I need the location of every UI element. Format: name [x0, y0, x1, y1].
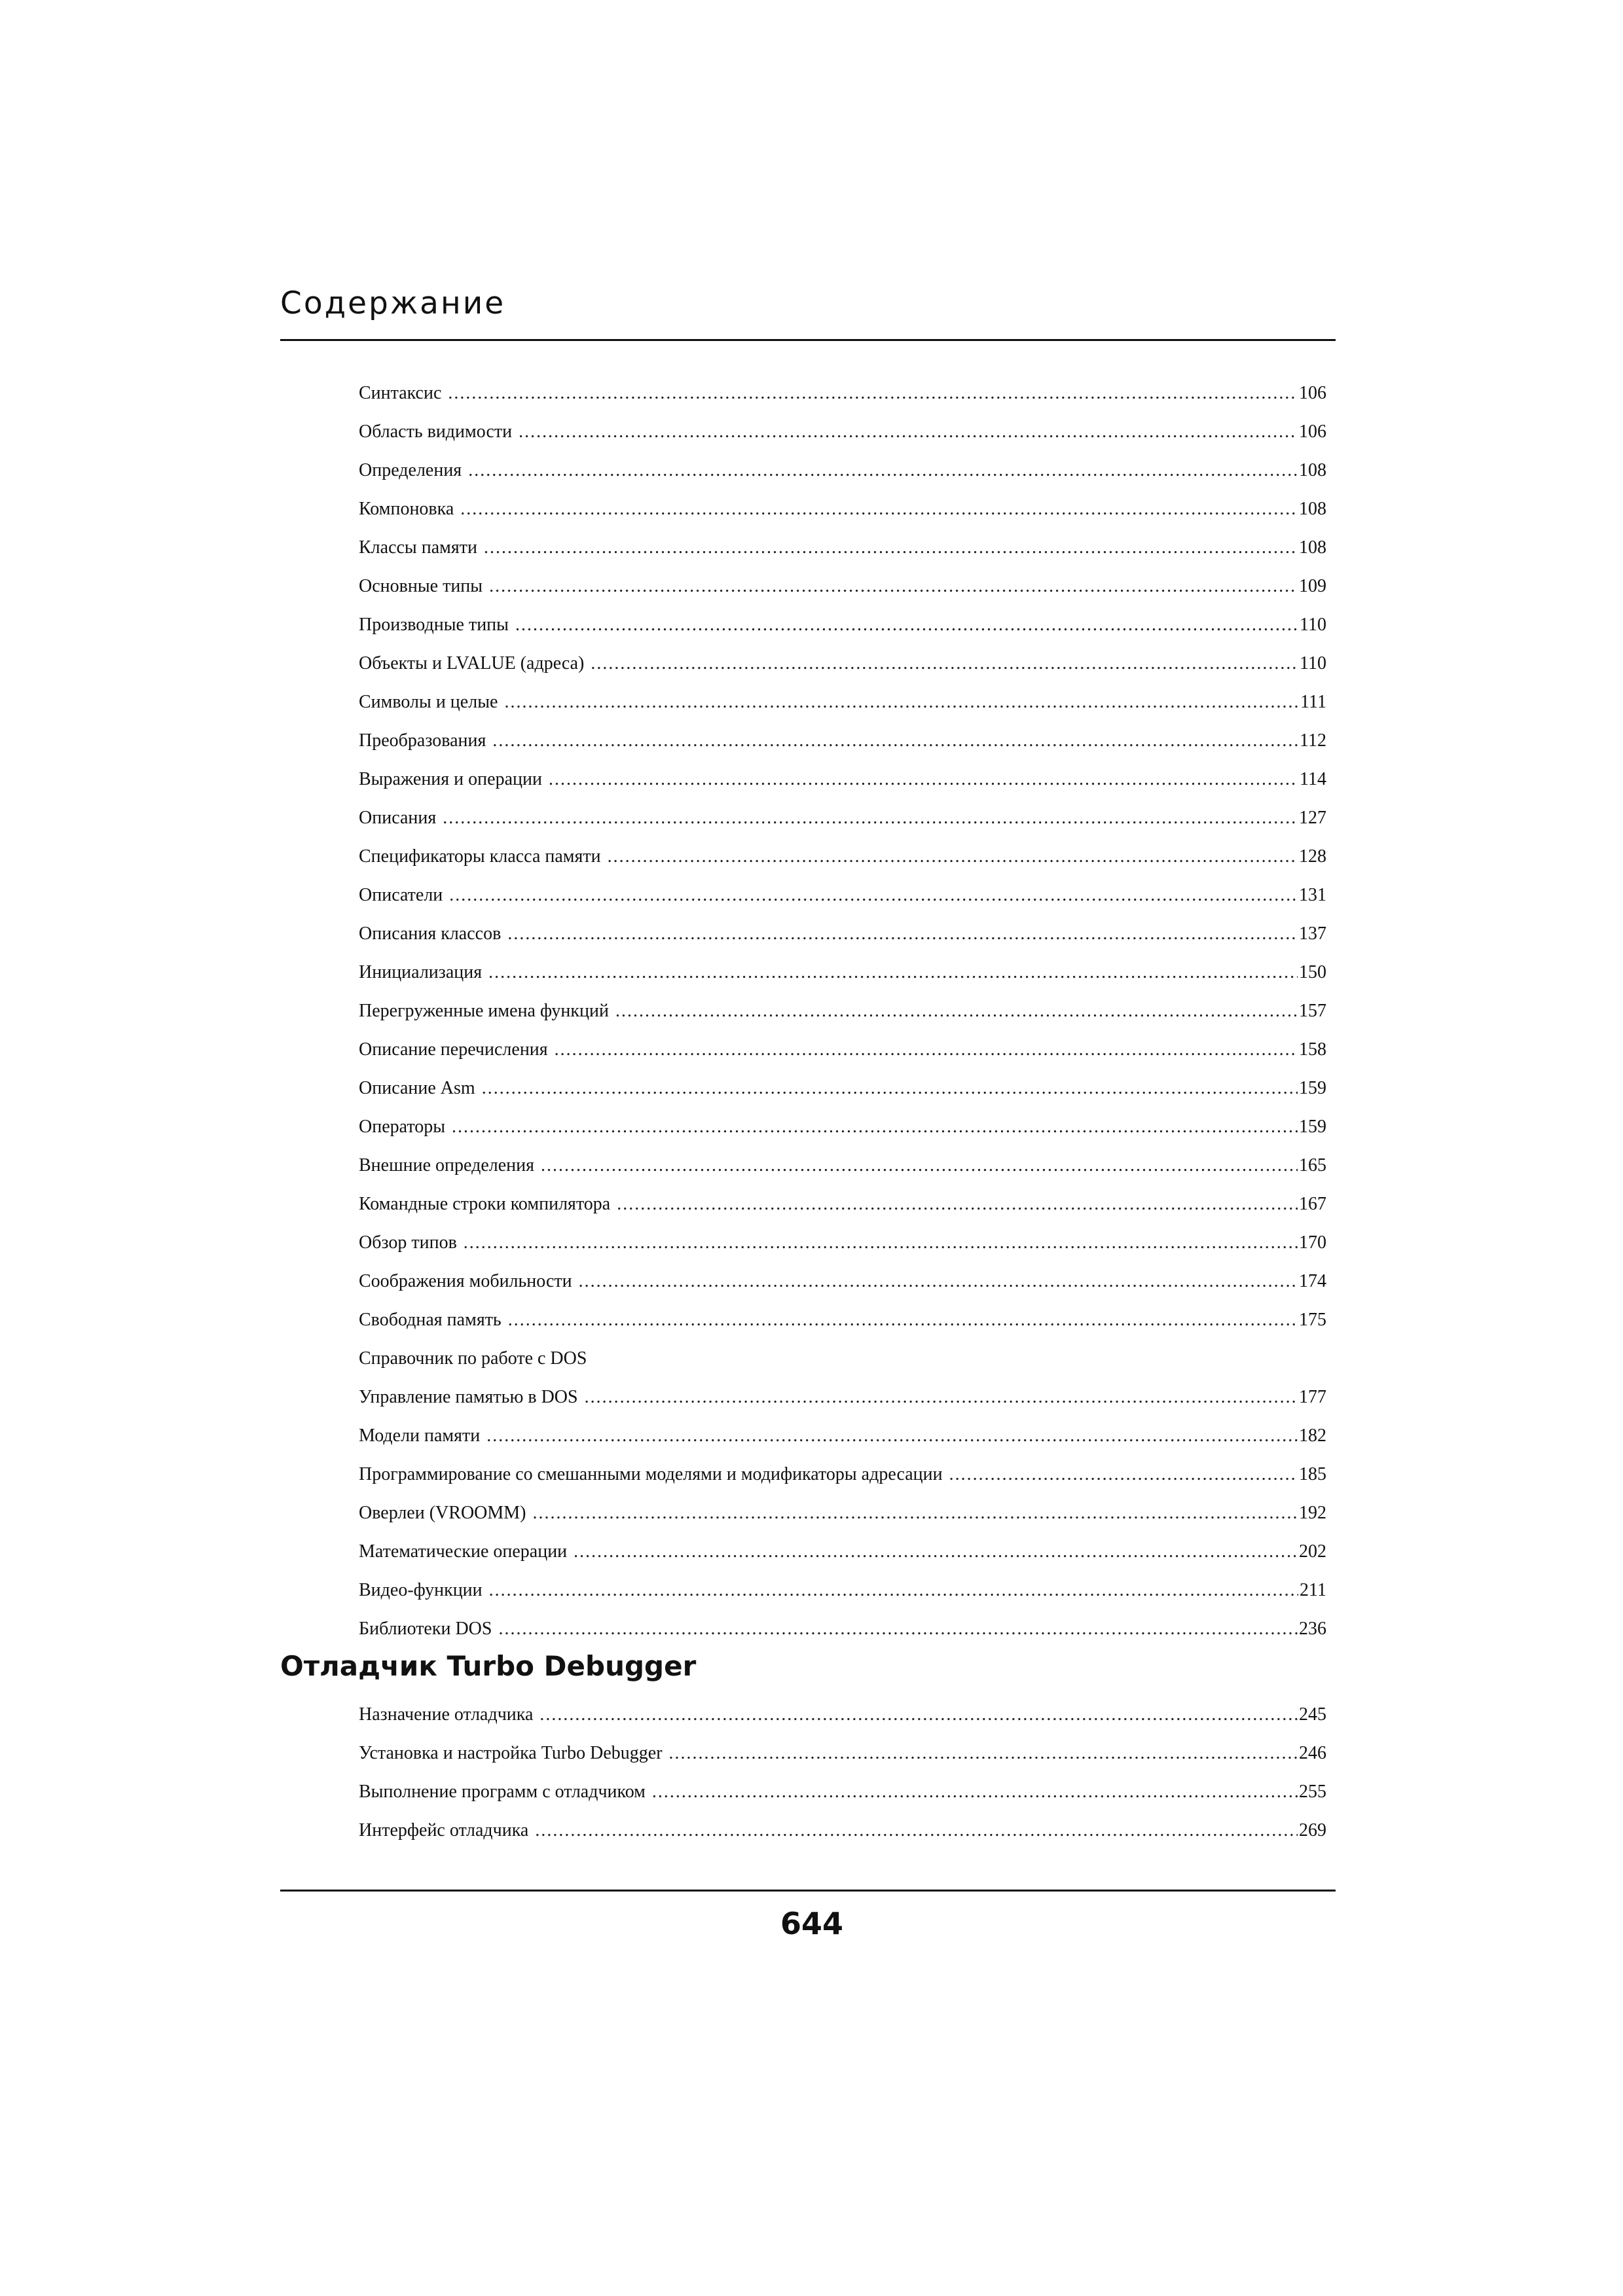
toc-dot-leader — [484, 528, 1298, 567]
toc-entry-page: 177 — [1299, 1387, 1326, 1407]
toc-entry-page: 192 — [1299, 1503, 1326, 1523]
toc-dot-leader — [482, 1069, 1298, 1107]
toc-entry[interactable] — [359, 374, 1326, 412]
toc-entry-title: Библиотеки DOS — [359, 1619, 492, 1639]
toc-entry-title: Область видимости — [359, 422, 513, 442]
toc-entry-title: Компоновка — [359, 499, 454, 519]
toc-entry-page: 111 — [1300, 692, 1326, 712]
toc-entry-title: Описатели — [359, 885, 443, 905]
toc-entry[interactable] — [359, 567, 1326, 605]
toc-entry-page: 246 — [1299, 1743, 1326, 1763]
toc-dot-leader — [468, 451, 1298, 490]
toc-entry-title: Управление памятью в DOS — [359, 1387, 578, 1407]
header-rule — [280, 339, 1336, 341]
toc-entry[interactable] — [359, 1734, 1326, 1772]
toc-dot-leader — [489, 1571, 1298, 1609]
toc-list — [359, 1695, 1326, 1850]
toc-dot-leader — [549, 760, 1298, 798]
toc-entry[interactable] — [359, 1571, 1326, 1609]
toc-entry-title: Синтаксис — [359, 383, 442, 403]
page-title: Содержание — [280, 285, 506, 321]
toc-entry-title: Назначение отладчика — [359, 1704, 534, 1725]
toc-entry-page: 108 — [1299, 460, 1326, 480]
toc-entry-title: Преобразования — [359, 730, 486, 751]
toc-dot-leader — [508, 1300, 1298, 1339]
toc-dot-leader — [669, 1734, 1298, 1772]
toc-dot-leader — [555, 1030, 1298, 1069]
toc-entry-title: Классы памяти — [359, 537, 477, 558]
toc-entry-page: 108 — [1299, 537, 1326, 558]
toc-entry-title: Основные типы — [359, 576, 483, 596]
toc-entry-title: Операторы — [359, 1117, 446, 1137]
toc-entry[interactable] — [359, 1455, 1326, 1494]
toc-entry-page: 110 — [1300, 653, 1326, 673]
toc-entry[interactable] — [359, 953, 1326, 992]
toc-entry[interactable] — [359, 1609, 1326, 1648]
toc-entry-title: Внешние определения — [359, 1155, 535, 1175]
toc-entry-page: 170 — [1299, 1232, 1326, 1253]
toc-dot-leader — [519, 412, 1298, 451]
toc-dot-leader — [579, 1262, 1298, 1300]
toc-entry[interactable] — [359, 683, 1326, 721]
toc-entry[interactable] — [359, 1811, 1326, 1850]
toc-dot-leader — [515, 605, 1298, 644]
toc-entry-page: 109 — [1299, 576, 1326, 596]
toc-entry-page: 157 — [1299, 1001, 1326, 1021]
toc-entry-title: Интерфейс отладчика — [359, 1820, 529, 1840]
toc-entry[interactable] — [359, 1069, 1326, 1107]
toc-dot-leader — [535, 1811, 1298, 1850]
toc-entry[interactable] — [359, 992, 1326, 1030]
toc-dot-leader — [504, 683, 1299, 721]
toc-entry[interactable] — [359, 1695, 1326, 1734]
toc-entry-title: Символы и целые — [359, 692, 498, 712]
toc-entry-title: Объекты и LVALUE (адреса) — [359, 653, 585, 673]
toc-dot-leader — [949, 1455, 1298, 1494]
toc-entry[interactable] — [359, 1772, 1326, 1811]
toc-dot-leader — [541, 1146, 1298, 1185]
toc-entry[interactable] — [359, 1146, 1326, 1185]
toc-entry-title: Программирование со смешанными моделями и модификаторы адресации — [359, 1464, 943, 1484]
toc-dot-leader — [460, 490, 1298, 528]
toc-dot-leader — [452, 1107, 1298, 1146]
toc-entry-page: 174 — [1299, 1271, 1326, 1291]
toc-entry-page: 131 — [1299, 885, 1326, 905]
toc-entry-title: Определения — [359, 460, 462, 480]
toc-entry[interactable] — [359, 412, 1326, 451]
toc-entry-title: Установка и настройка Turbo Debugger — [359, 1743, 663, 1763]
toc-list — [359, 374, 1326, 1648]
toc-dot-leader — [464, 1223, 1298, 1262]
toc-dot-leader — [489, 567, 1298, 605]
toc-entry[interactable] — [359, 1107, 1326, 1146]
toc-dot-leader — [486, 1416, 1298, 1455]
toc-entry[interactable] — [359, 1378, 1326, 1416]
toc-entry-title: Математические операции — [359, 1541, 568, 1562]
toc-entry[interactable] — [359, 1300, 1326, 1339]
toc-entry-page: 158 — [1299, 1039, 1326, 1060]
toc-entry-page: 255 — [1299, 1782, 1326, 1802]
toc-dot-leader — [449, 876, 1298, 914]
toc-entry[interactable] — [359, 721, 1326, 760]
toc-entry[interactable] — [359, 760, 1326, 798]
toc-entry-page: 236 — [1299, 1619, 1326, 1639]
section-heading: Отладчик Turbo Debugger — [280, 1650, 697, 1682]
toc-entry-title: Командные строки компилятора — [359, 1194, 611, 1214]
toc-entry-page: 159 — [1299, 1117, 1326, 1137]
toc-entry-title: Видео-функции — [359, 1580, 483, 1600]
toc-dot-leader — [443, 798, 1298, 837]
toc-dot-leader — [615, 992, 1298, 1030]
toc-entry[interactable] — [359, 1262, 1326, 1300]
toc-entry-title: Соображения мобильности — [359, 1271, 572, 1291]
toc-entry-title: Инициализация — [359, 962, 483, 982]
toc-dot-leader — [585, 1378, 1298, 1416]
footer-rule — [280, 1890, 1336, 1892]
toc-dot-leader — [533, 1494, 1298, 1532]
toc-entry-page: 106 — [1299, 422, 1326, 442]
toc-dot-leader — [652, 1772, 1298, 1811]
toc-entry-page: 150 — [1299, 962, 1326, 982]
toc-dot-leader — [617, 1185, 1298, 1223]
toc-entry-page: 245 — [1299, 1704, 1326, 1725]
toc-entry[interactable] — [359, 451, 1326, 490]
toc-entry-title: Обзор типов — [359, 1232, 457, 1253]
toc-entry-page: 106 — [1299, 383, 1326, 403]
toc-entry-page: 110 — [1300, 615, 1326, 635]
toc-dot-leader — [591, 644, 1298, 683]
toc-entry[interactable] — [359, 876, 1326, 914]
toc-entry-title: Перегруженные имена функций — [359, 1001, 609, 1021]
toc-entry-page: 269 — [1299, 1820, 1326, 1840]
toc-entry-title: Описания классов — [359, 924, 501, 944]
page-number: 644 — [780, 1906, 844, 1941]
toc-entry-page: 114 — [1300, 769, 1326, 789]
toc-entry-title: Свободная память — [359, 1310, 501, 1330]
toc-dot-leader — [608, 837, 1298, 876]
toc-entry-title: Описание Asm — [359, 1078, 475, 1098]
toc-entry-page: 165 — [1299, 1155, 1326, 1175]
toc-entry-page: 108 — [1299, 499, 1326, 519]
toc-entry[interactable] — [359, 1532, 1326, 1571]
toc-entry[interactable] — [359, 490, 1326, 528]
toc-entry-title: Описания — [359, 808, 437, 828]
toc-entry-page: 127 — [1299, 808, 1326, 828]
toc-entry-page: 167 — [1299, 1194, 1326, 1214]
toc-entry-title: Модели памяти — [359, 1426, 481, 1446]
toc-entry-page: 128 — [1299, 846, 1326, 867]
toc-entry[interactable] — [359, 1185, 1326, 1223]
toc-entry-title: Описание перечисления — [359, 1039, 548, 1060]
toc-entry[interactable] — [359, 1030, 1326, 1069]
toc-entry-title: Выполнение программ с отладчиком — [359, 1782, 646, 1802]
toc-subsection-heading[interactable] — [359, 1339, 1326, 1378]
toc-dot-leader — [448, 374, 1298, 412]
toc-dot-leader — [492, 721, 1298, 760]
toc-entry-page: 137 — [1299, 924, 1326, 944]
toc-entry-title: Производные типы — [359, 615, 509, 635]
toc-entry[interactable] — [359, 644, 1326, 683]
toc-entry-page: 175 — [1299, 1310, 1326, 1330]
toc-entry-page: 202 — [1299, 1541, 1326, 1562]
toc-entry-title: Справочник по работе с DOS — [359, 1348, 587, 1369]
toc-entry[interactable] — [359, 605, 1326, 644]
toc-dot-leader — [498, 1609, 1298, 1648]
toc-dot-leader — [539, 1695, 1298, 1734]
toc-entry-page: 112 — [1300, 730, 1326, 751]
toc-dot-leader — [574, 1532, 1298, 1571]
toc-entry-title: Спецификаторы класса памяти — [359, 846, 601, 867]
toc-entry-title: Оверлеи (VROOMM) — [359, 1503, 526, 1523]
toc-entry-title: Выражения и операции — [359, 769, 542, 789]
toc-dot-leader — [488, 953, 1298, 992]
toc-entry[interactable] — [359, 1416, 1326, 1455]
toc-entry[interactable] — [359, 837, 1326, 876]
toc-entry[interactable] — [359, 1223, 1326, 1262]
toc-entry-page: 159 — [1299, 1078, 1326, 1098]
toc-entry[interactable] — [359, 1494, 1326, 1532]
toc-entry[interactable] — [359, 914, 1326, 953]
toc-dot-leader — [507, 914, 1298, 953]
toc-entry[interactable] — [359, 528, 1326, 567]
toc-entry[interactable] — [359, 798, 1326, 837]
toc-entry-page: 182 — [1299, 1426, 1326, 1446]
toc-entry-page: 211 — [1300, 1580, 1326, 1600]
toc-entry-page: 185 — [1299, 1464, 1326, 1484]
